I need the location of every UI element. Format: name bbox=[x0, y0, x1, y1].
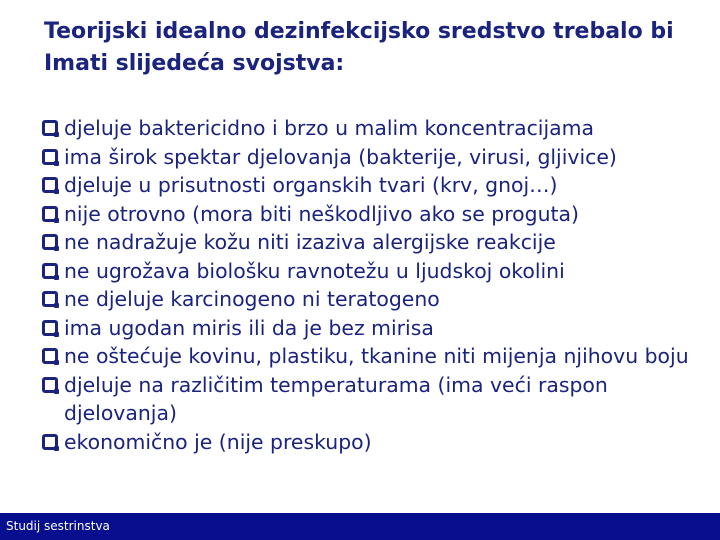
list-item bbox=[42, 371, 692, 428]
list-item-text: ekonomično je (nije preskupo) bbox=[64, 429, 372, 454]
list-item-text: ne nadražuje kožu niti izaziva alergijske reakcije bbox=[64, 230, 556, 254]
list-item-text: ne ugrožava biološku ravnotežu u ljudskoj okolini bbox=[64, 258, 565, 283]
square-bullet-icon bbox=[42, 177, 58, 193]
slide-title-line-1: Teorijski idealno dezinfekcijsko sredstvo trebalo bi bbox=[44, 19, 674, 44]
list-item-text: nije otrovno (mora biti neškodljivo ako se proguta) bbox=[64, 201, 579, 226]
list-item-text: djeluje baktericidno i brzo u malim koncentracijama bbox=[64, 116, 594, 140]
square-bullet-icon bbox=[42, 291, 58, 307]
square-bullet-icon bbox=[42, 377, 58, 393]
list-item bbox=[42, 314, 692, 343]
list-item bbox=[42, 114, 692, 143]
list-item bbox=[42, 228, 692, 257]
list-item bbox=[42, 285, 692, 314]
slide-title bbox=[44, 16, 684, 80]
list-item bbox=[42, 143, 692, 172]
list-item-text: ima ugodan miris ili da je bez mirisa bbox=[64, 315, 434, 340]
footer-label: Studij sestrinstva bbox=[6, 519, 110, 533]
list-item bbox=[42, 257, 692, 286]
square-bullet-icon bbox=[42, 206, 58, 222]
list-item-text: djeluje na različitim temperaturama (ima veći raspon djelovanja) bbox=[64, 372, 608, 425]
square-bullet-icon bbox=[42, 263, 58, 279]
square-bullet-icon bbox=[42, 149, 58, 165]
list-item-text: ima širok spektar djelovanja (bakterije, virusi, gljivice) bbox=[64, 144, 617, 169]
square-bullet-icon bbox=[42, 348, 58, 364]
square-bullet-icon bbox=[42, 120, 58, 136]
properties-list bbox=[42, 114, 692, 456]
list-item-text: ne djeluje karcinogeno ni teratogeno bbox=[64, 287, 440, 311]
list-item bbox=[42, 428, 692, 457]
footer-bar bbox=[0, 513, 720, 540]
list-item-text: djeluje u prisutnosti organskih tvari (krv, gnoj…) bbox=[64, 173, 558, 197]
square-bullet-icon bbox=[42, 320, 58, 336]
list-item bbox=[42, 171, 692, 200]
square-bullet-icon bbox=[42, 234, 58, 250]
square-bullet-icon bbox=[42, 434, 58, 450]
list-item bbox=[42, 200, 692, 229]
list-item-text: ne oštećuje kovinu, plastiku, tkanine niti mijenja njihovu boju bbox=[64, 344, 689, 368]
list-item bbox=[42, 342, 692, 371]
slide-title-line-2: Imati slijedeća svojstva: bbox=[44, 51, 345, 76]
